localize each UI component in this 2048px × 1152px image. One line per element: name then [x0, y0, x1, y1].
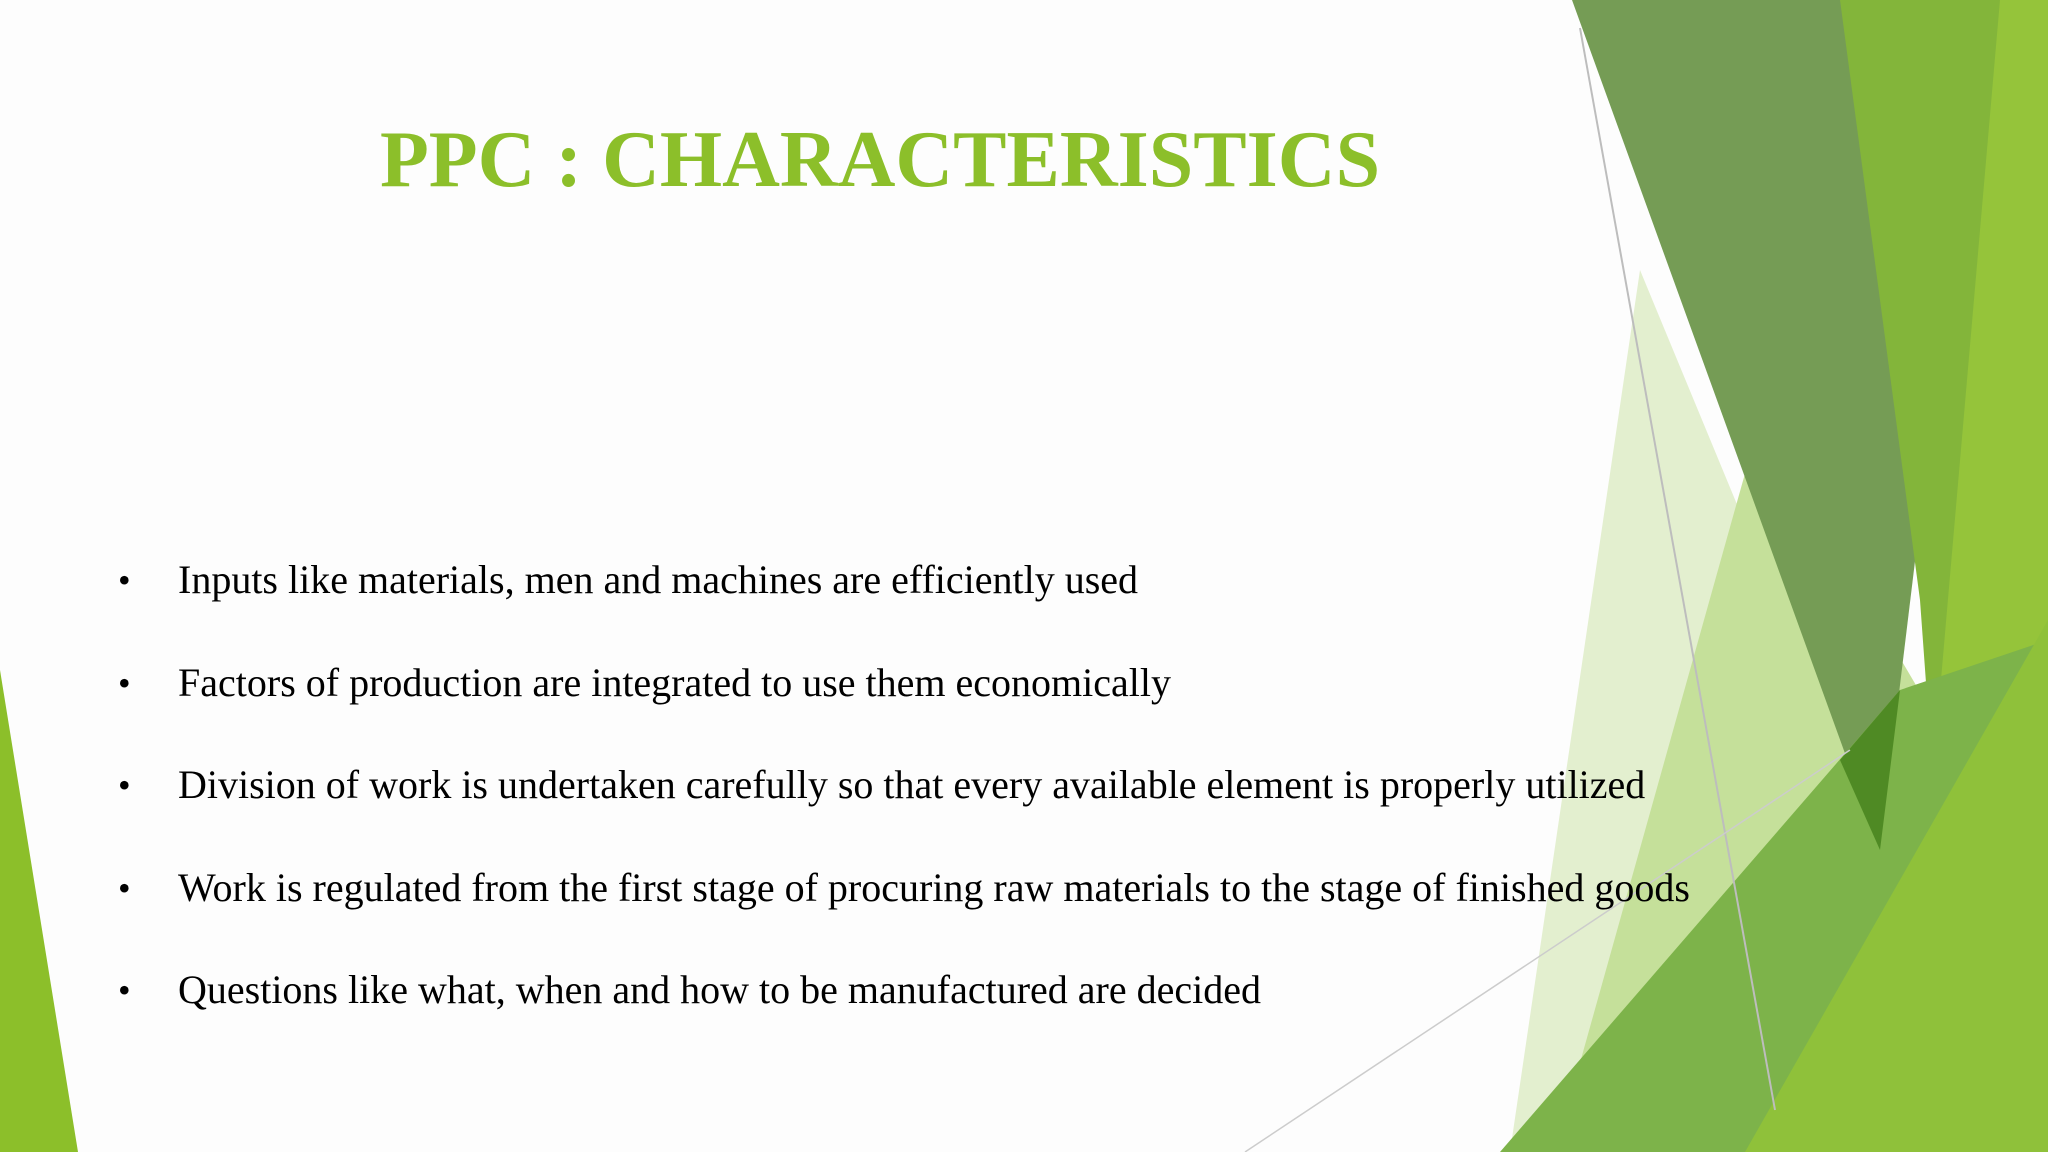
slide-title: PPC : CHARACTERISTICS — [379, 116, 1381, 204]
bullet-text: Questions like what, when and how to be manufactured are decided — [178, 967, 1261, 1012]
list-item — [118, 548, 2018, 651]
bullet-text: Inputs like materials, men and machines are efficiently used — [178, 557, 1139, 602]
bullet-icon: • — [118, 765, 131, 805]
bullet-text: Division of work is undertaken carefully so that every available element is properly utilized — [178, 762, 1646, 807]
bullet-icon: • — [118, 662, 131, 703]
bullet-text: Factors of production are integrated to use them economically — [178, 659, 1172, 705]
left-green-triangle — [0, 670, 78, 1152]
bullet-icon: • — [118, 867, 131, 908]
list-item — [118, 856, 2018, 959]
bullet-list — [118, 548, 2018, 1061]
bullet-icon: • — [118, 970, 131, 1010]
list-item — [118, 958, 2018, 1061]
bullet-icon: • — [118, 560, 131, 600]
list-item — [118, 651, 2018, 754]
bullet-text: Work is regulated from the first stage of procuring raw materials to the stage of finished goods — [178, 864, 1690, 910]
list-item — [118, 753, 2018, 856]
